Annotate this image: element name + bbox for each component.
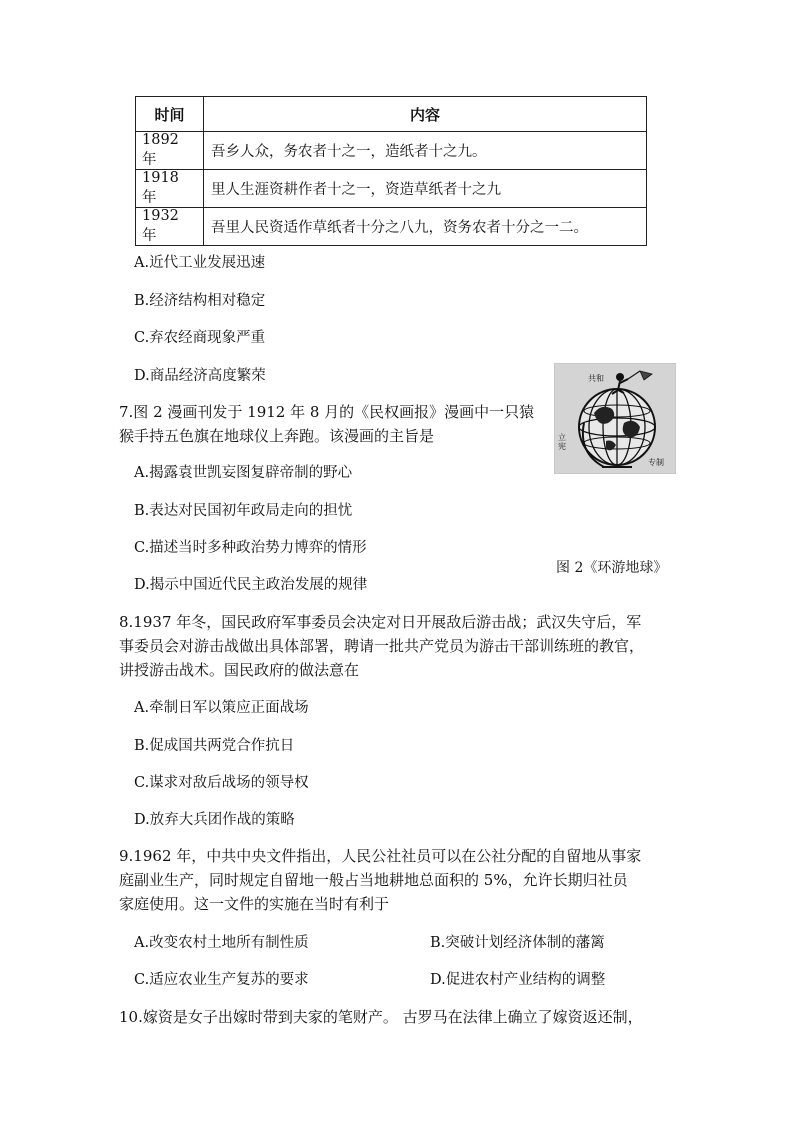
table-row — [136, 170, 647, 208]
header-time: 时间 — [136, 97, 204, 132]
q6-option-b: B.经济结构相对稳定 — [134, 293, 266, 309]
figure-caption: 图 2《环游地球》 — [556, 560, 668, 576]
q9-option-d: D.促进农村产业结构的调整 — [430, 972, 606, 988]
cartoon-label-top: 共和 — [588, 374, 604, 383]
q8-stem-line2: 事委员会对游击战做出具体部署，聘请一批共产党员为游击干部训练班的教官， — [119, 637, 645, 655]
history-table — [135, 96, 647, 246]
q8-option-a: A.牵制日军以策应正面战场 — [134, 700, 309, 716]
q9-stem-line3: 家庭使用。这一文件的实施在当时有利于 — [119, 895, 390, 913]
q7-option-a: A.揭露袁世凯妄图复辟帝制的野心 — [134, 465, 353, 481]
table-header-row — [136, 97, 647, 132]
q9-option-b: B.突破计划经济体制的藩篱 — [430, 935, 605, 951]
row-year: 1932 年 — [136, 208, 204, 246]
q10-stem-line1: 10.嫁资是女子出嫁时带到夫家的笔财产。 古罗马在法律上确立了嫁资返还制， — [119, 1008, 643, 1026]
q8-option-b: B.促成国共两党合作抗日 — [134, 738, 295, 754]
cartoon-label-right: 专制 — [648, 458, 664, 467]
globe-cartoon-image — [554, 363, 676, 474]
q8-option-d: D.放弃大兵团作战的策略 — [134, 812, 295, 828]
q7-stem-line1: 7.图 2 漫画刊发于 1912 年 8 月的《民权画报》漫画中一只猿 — [119, 403, 535, 421]
q8-stem-line3: 讲授游击战术。国民政府的做法意在 — [119, 661, 360, 679]
q9-option-c: C.适应农业生产复苏的要求 — [134, 972, 309, 988]
table-row — [136, 208, 647, 246]
q6-option-c: C.弃农经商现象严重 — [134, 330, 266, 346]
header-content: 内容 — [204, 97, 647, 132]
q8-option-c: C.谋求对敌后战场的领导权 — [134, 775, 309, 791]
q9-stem-line2: 庭副业生产，同时规定自留地一般占当地耕地总面积的 5%，允许长期归社员 — [119, 871, 628, 889]
row-year: 1918 年 — [136, 170, 204, 208]
q7-option-c: C.描述当时多种政治势力博弈的情形 — [134, 540, 367, 556]
q8-stem-line1: 8.1937 年冬，国民政府军事委员会决定对日开展敌后游击战；武汉失守后，军 — [119, 613, 642, 631]
q9-stem-line1: 9.1962 年，中共中央文件指出，人民公社社员可以在公社分配的自留地从事家 — [119, 847, 642, 865]
cartoon-label-left: 立宪 — [558, 433, 566, 451]
q6-option-a: A.近代工业发展迅速 — [134, 255, 266, 271]
q6-option-d: D.商品经济高度繁荣 — [134, 368, 266, 384]
q7-stem-line2: 猴手持五色旗在地球仪上奔跑。该漫画的主旨是 — [119, 427, 435, 445]
q7-option-d: D.揭示中国近代民主政治发展的规律 — [134, 577, 368, 593]
q7-option-b: B.表达对民国初年政局走向的担忧 — [134, 503, 353, 519]
row-year: 1892 年 — [136, 132, 204, 170]
table-row — [136, 132, 647, 170]
q9-option-a: A.改变农村土地所有制性质 — [134, 935, 309, 951]
row-content: 吾乡人众，务农者十之一，造纸者十之九。 — [204, 132, 647, 170]
row-content: 里人生涯资耕作者十之一，资造草纸者十之九 — [204, 170, 647, 208]
row-content: 吾里人民资适作草纸者十分之八九，资务农者十分之一二。 — [204, 208, 647, 246]
